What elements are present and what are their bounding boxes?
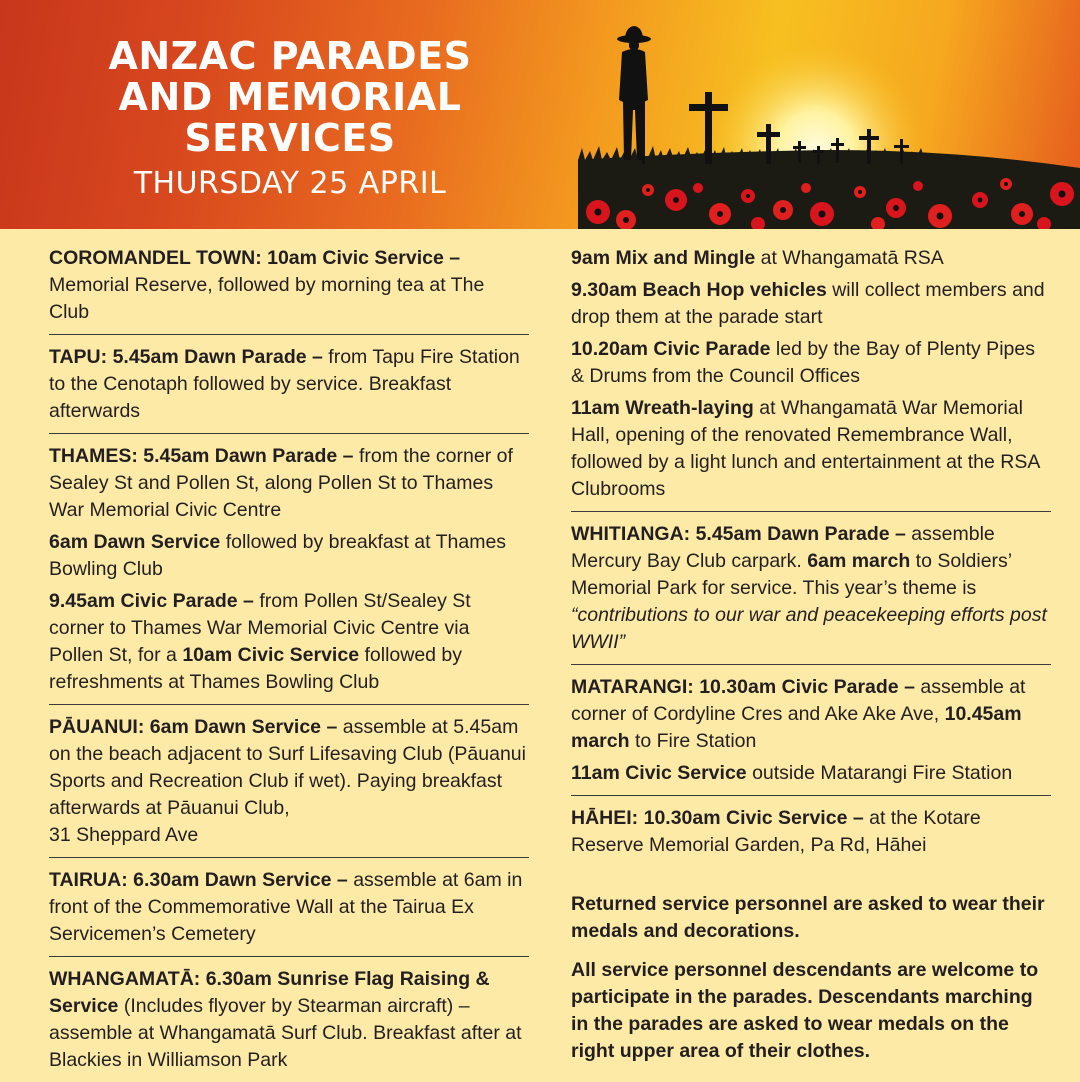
title-line: AND MEMORIAL [118,75,462,119]
event-name: 6.30am Dawn Service – [133,869,348,891]
event-details: assemble at 5.45am on the beach adjacent to Surf Lifesaving Club (Pāuanui Sports and Recreation Club if wet). Paying breakfast afterwards at Pāuanui Club, [49,716,526,819]
event-name: 9.45am Civic Parade – [49,590,254,612]
entry-whangamata [49,966,529,1082]
event-name: 11am Civic Service [571,762,747,784]
place-name: COROMANDEL TOWN: [49,247,262,269]
poppy-icon [801,183,811,193]
divider [49,857,529,858]
place-name: WHANGAMATĀ: [49,968,201,990]
poppy-icon [886,198,906,218]
event-details: to Soldiers’ Memorial Park for service. This year’s theme is [571,550,1012,599]
title-line: ANZAC PARADES [108,34,472,78]
event-date: THURSDAY 25 APRIL [133,166,447,201]
poppy-icon [1011,203,1033,225]
event-name: 6am Dawn Service – [149,716,338,738]
poppy-icon [642,184,654,196]
poppy-icon [913,181,923,191]
event-name: 10.20am Civic Parade [571,338,771,360]
event-details: followed by breakfast at Thames Bowling Club [49,531,507,580]
event-name: 5.45am Dawn Parade – [695,523,906,545]
place-name: MATARANGI: [571,676,694,698]
event-name: 6am march [807,550,911,572]
event-details: assemble at corner of Cordyline Cres and Ake Ake Ave, [571,676,1026,725]
event-details: from Tapu Fire Station to the Cenotaph followed by service. Breakfast afterwards [49,346,520,422]
entry-thames [49,443,529,704]
divider [49,334,529,335]
poppy-icon [586,200,610,224]
entry-tairua [49,867,529,956]
poppy-icon [972,192,988,208]
entry-whitianga [571,521,1051,664]
poppy-icon [854,186,866,198]
event-name: 10.45am march [571,703,1022,752]
event-dash: – [443,247,461,269]
notice-medals: Returned service personnel are asked to wear their medals and decorations. [571,893,1045,942]
entry-matarangi [571,674,1051,795]
divider [49,433,529,434]
entry-hahei [571,805,1051,867]
right-column [571,245,1051,1077]
page-title [60,36,520,159]
event-name: 9.30am Beach Hop vehicles [571,279,827,301]
place-name: TAPU: [49,346,108,368]
divider [571,511,1051,512]
event-details: at Whangamatā RSA [760,247,944,269]
divider [49,704,529,705]
entry-tapu [49,344,529,433]
place-name: THAMES: [49,445,138,467]
poppy-icon [741,189,755,203]
event-name: 5.45am Dawn Parade – [143,445,354,467]
event-name: 10am Civic Service [267,247,444,269]
event-details: will collect members and drop them at the parade start [571,279,1045,328]
event-name: 11am Wreath-laying [571,397,754,419]
event-details: outside Matarangi Fire Station [752,762,1013,784]
poppy-icon [665,189,687,211]
sunrise-memorial-scene [578,0,1080,229]
divider [49,956,529,957]
event-details: led by the Bay of Plenty Pipes & Drums from the Council Offices [571,338,1035,387]
event-details: from the corner of Sealey St and Pollen St, along Pollen St to Thames War Memorial Civic Centre [49,445,513,521]
event-details: to Fire Station [634,730,757,752]
poppy-icon [928,204,952,228]
place-name: WHITIANGA: [571,523,691,545]
event-name: 10.30am Civic Service – [643,807,864,829]
event-details: from Pollen St/Sealey St corner to Thames War Memorial Civic Centre via Pollen St, for a [49,590,471,666]
poppy-icon [709,203,731,225]
event-details: assemble at 6am in front of the Commemorative Wall at the Tairua Ex Servicemen’s Cemetery [49,869,523,945]
entry-coromandel-town [49,245,529,334]
event-details: at the Kotare Reserve Memorial Garden, Pa Rd, Hāhei [571,807,981,856]
event-details: followed by refreshments at Thames Bowling Club [49,644,463,693]
place-name: TAIRUA: [49,869,128,891]
event-name: 9am Mix and Mingle [571,247,756,269]
divider [571,795,1051,796]
entry-pauanui [49,714,529,857]
poppy-icon [810,202,834,226]
place-name: PĀUANUI: [49,716,145,738]
poppy-icon [693,183,703,193]
header-banner [0,0,1080,229]
event-name: 6am Dawn Service [49,531,221,553]
left-column [49,245,529,1082]
event-details: at Whangamatā War Memorial Hall, opening of the renovated Remembrance Wall, followed by a light lunch and entertainment at the RSA Clubrooms [571,397,1040,500]
notices [571,891,1051,1065]
place-name: HĀHEI: [571,807,639,829]
event-details: Memorial Reserve, followed by morning tea at The Club [49,274,485,323]
event-name: 10am Civic Service [182,644,360,666]
divider [571,664,1051,665]
poppy-icon [1050,182,1074,206]
title-line: SERVICES [184,116,396,160]
event-name: 5.45am Dawn Parade – [112,346,323,368]
event-address: 31 Sheppard Ave [49,824,199,846]
soldier-silhouette-icon [617,26,651,164]
event-theme: “contributions to our war and peacekeeping efforts post WWII” [571,604,1047,653]
event-name: 10.30am Civic Parade – [699,676,915,698]
event-details: (Includes flyover by Stearman aircraft) – assemble at Whangamatā Surf Club. Breakfast after at Blackies in Williamson Park [49,995,522,1071]
notice-descendants: All service personnel descendants are welcome to participate in the parades. Descendants marching in the parades are asked to wear medals on the right upper area of their clothes. [571,959,1039,1062]
entry-whangamata-continued [571,245,1051,511]
poppy-icon [1000,178,1012,190]
event-name: 6.30am Sunrise Flag Raising & Service [49,968,490,1017]
event-details: assemble Mercury Bay Club carpark. [571,523,995,572]
poppy-icon [773,200,793,220]
